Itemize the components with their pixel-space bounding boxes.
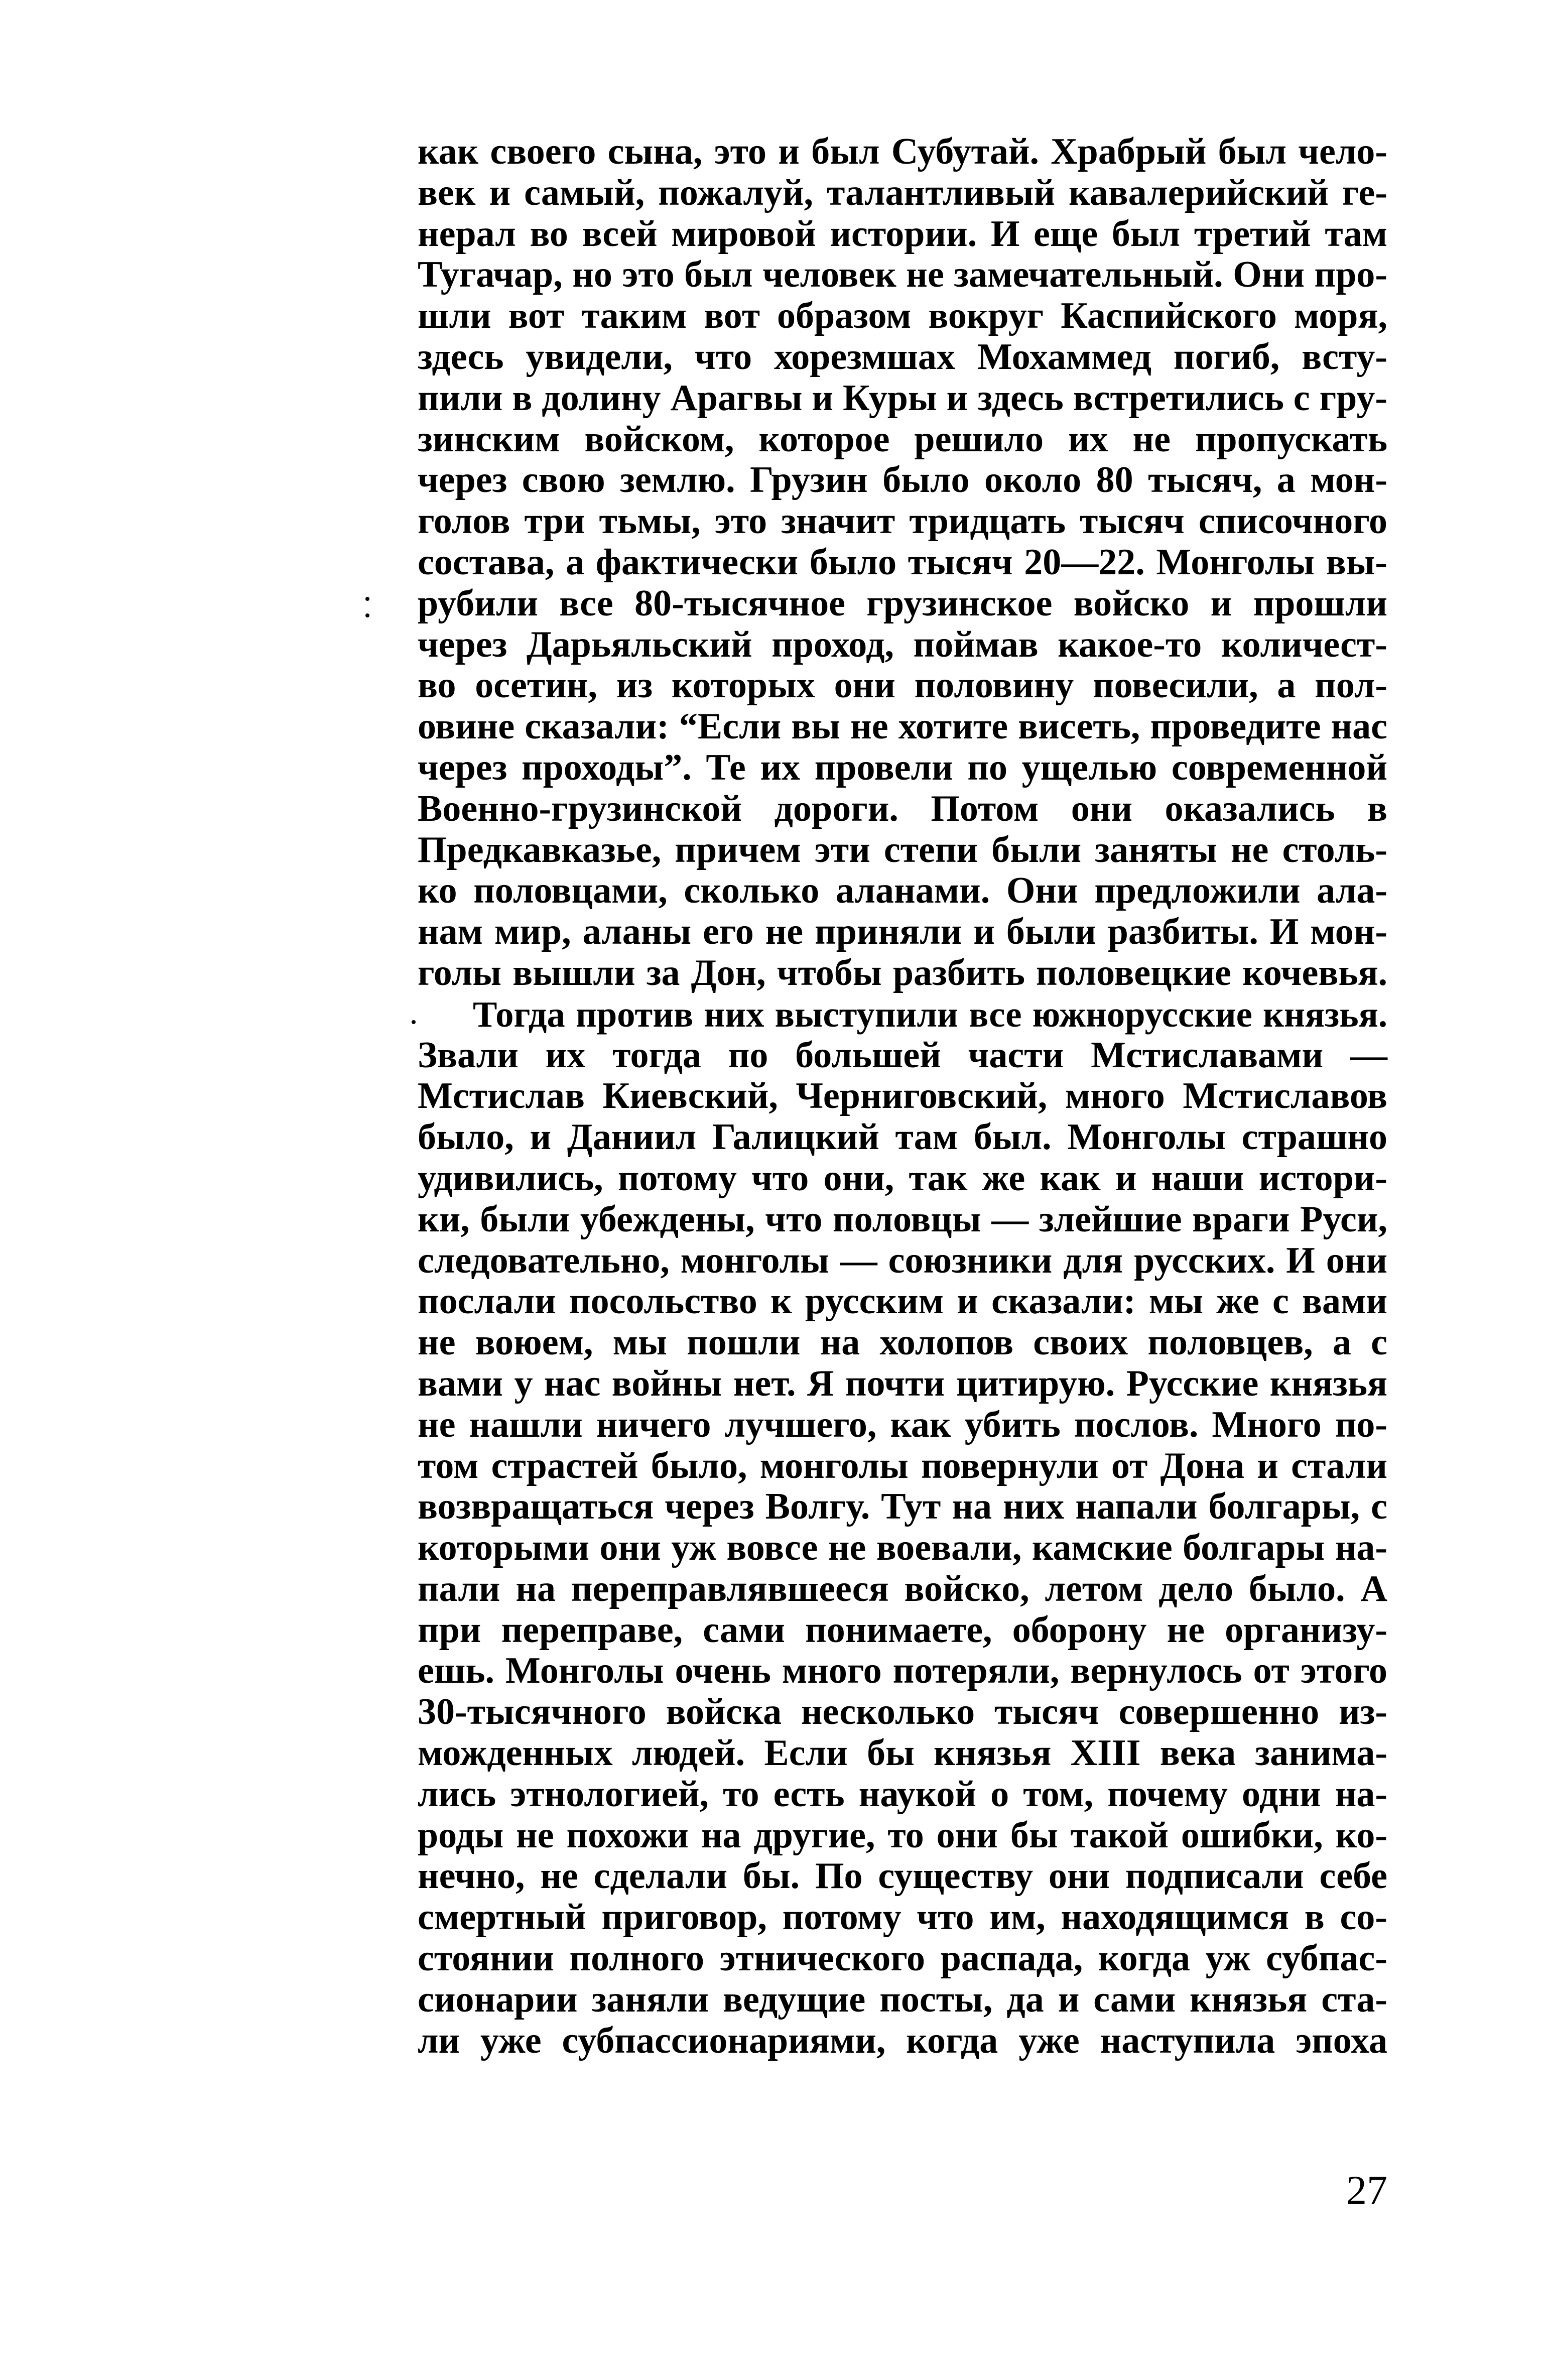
page-number: 27 (1346, 2167, 1387, 2213)
text-line: ки, были убеждены, что половцы — злейшие враги Руси, (418, 1198, 1387, 1240)
text-line: ли уже субпассионариями, когда уже наступила эпоха (418, 2020, 1387, 2061)
text-line: Звали их тогда по большей части Мстиславами — (418, 1034, 1387, 1076)
text-line: через проходы”. Те их провели по ущелью современной (418, 746, 1387, 788)
text-line: Предкавказье, причем эти степи были заняты не столь- (418, 829, 1387, 870)
text-line: овине сказали: “Если вы не хотите висеть, проведите нас (418, 706, 1387, 747)
text-line: роды не похожи на другие, то они бы такой ошибки, ко- (418, 1814, 1387, 1856)
paragraph-first-line: Тогда против них выступили все южнорусские князья. (473, 993, 1387, 1035)
text-line: можденных людей. Если бы князья XIII века занима- (418, 1732, 1387, 1774)
text-line: шли вот таким вот образом вокруг Каспийского моря, (418, 295, 1387, 337)
text-line: нам мир, аланы его не приняли и были разбиты. И мон- (418, 911, 1387, 953)
text-line: смертный приговор, потому что им, находящимся в со- (418, 1897, 1387, 1938)
text-line: возвращаться через Волгу. Тут на них напали болгары, с (418, 1486, 1387, 1528)
text-line: ко половцами, сколько аланами. Они предложили ала- (418, 870, 1387, 912)
text-line: нерал во всей мировой истории. И еще был третий там (418, 213, 1387, 255)
text-line: пали на переправлявшееся войско, летом дело было. А (418, 1568, 1387, 1609)
text-line: не воюем, мы пошли на холопов своих половцев, а с (418, 1322, 1387, 1363)
text-line: вами у нас войны нет. Я почти цитирую. Русские князья (418, 1362, 1387, 1404)
text-line: Тугачар, но это был человек не замечательный. Они про- (418, 254, 1387, 296)
text-line: ешь. Монголы очень много потеряли, вернулось от этого (418, 1650, 1387, 1692)
text-line: которыми они уж вовсе не воевали, камские болгары на- (418, 1527, 1387, 1569)
text-line: Мстислав Киевский, Черниговский, много Мстиславов (418, 1075, 1387, 1117)
text-line: том страстей было, монголы повернули от Дона и стали (418, 1445, 1387, 1486)
margin-mark (365, 597, 369, 601)
text-line: зинским войском, которое решило их не пропускать (418, 418, 1387, 460)
text-line: век и самый, пожалуй, талантливый кавалерийский ге- (418, 172, 1387, 213)
text-line: Военно-грузинской дороги. Потом они оказались в (418, 788, 1387, 829)
text-line: сионарии заняли ведущие посты, да и сами князья ста- (418, 1978, 1387, 2020)
text-line: послали посольство к русским и сказали: мы же с вами (418, 1281, 1387, 1322)
text-line: 30-тысячного войска несколько тысяч совершенно из- (418, 1691, 1387, 1733)
text-line: при переправе, сами понимаете, оборону не организу- (418, 1609, 1387, 1651)
text-line: следовательно, монголы — союзники для русских. И они (418, 1239, 1387, 1281)
text-line: не нашли ничего лучшего, как убить послов. Много по- (418, 1404, 1387, 1445)
text-line: голы вышли за Дон, чтобы разбить половецкие кочевья. (418, 952, 1387, 993)
text-line: через свою землю. Грузин было около 80 тысяч, а мон- (418, 459, 1387, 501)
text-line: рубили все 80-тысячное грузинское войско и прошли (418, 582, 1387, 624)
text-line: через Дарьяльский проход, поймав какое-то количест- (418, 623, 1387, 665)
text-line: во осетин, из которых они половину повесили, а пол- (418, 665, 1387, 706)
text-line: удивились, потому что они, так же как и наши истори- (418, 1157, 1387, 1199)
text-line: как своего сына, это и был Субутай. Храбрый был чело- (418, 131, 1387, 172)
text-line: нечно, не сделали бы. По существу они подписали себе (418, 1855, 1387, 1897)
text-line: здесь увидели, что хорезмшах Мохаммед погиб, всту- (418, 336, 1387, 378)
text-line: лись этнологией, то есть наукой о том, почему одни на- (418, 1773, 1387, 1815)
text-line: голов три тьмы, это значит тридцать тысяч списочного (418, 500, 1387, 542)
text-line: было, и Даниил Галицкий там был. Монголы страшно (418, 1116, 1387, 1158)
text-line: пили в долину Арагвы и Куры и здесь встретились с гру- (418, 377, 1387, 419)
text-line: состава, а фактически было тысяч 20—22. Монголы вы- (418, 541, 1387, 583)
text-line: стоянии полного этнического распада, когда уж субпас- (418, 1938, 1387, 1979)
body-text (418, 132, 1387, 2061)
paragraph-mark (412, 1020, 416, 1024)
margin-mark (365, 613, 369, 617)
